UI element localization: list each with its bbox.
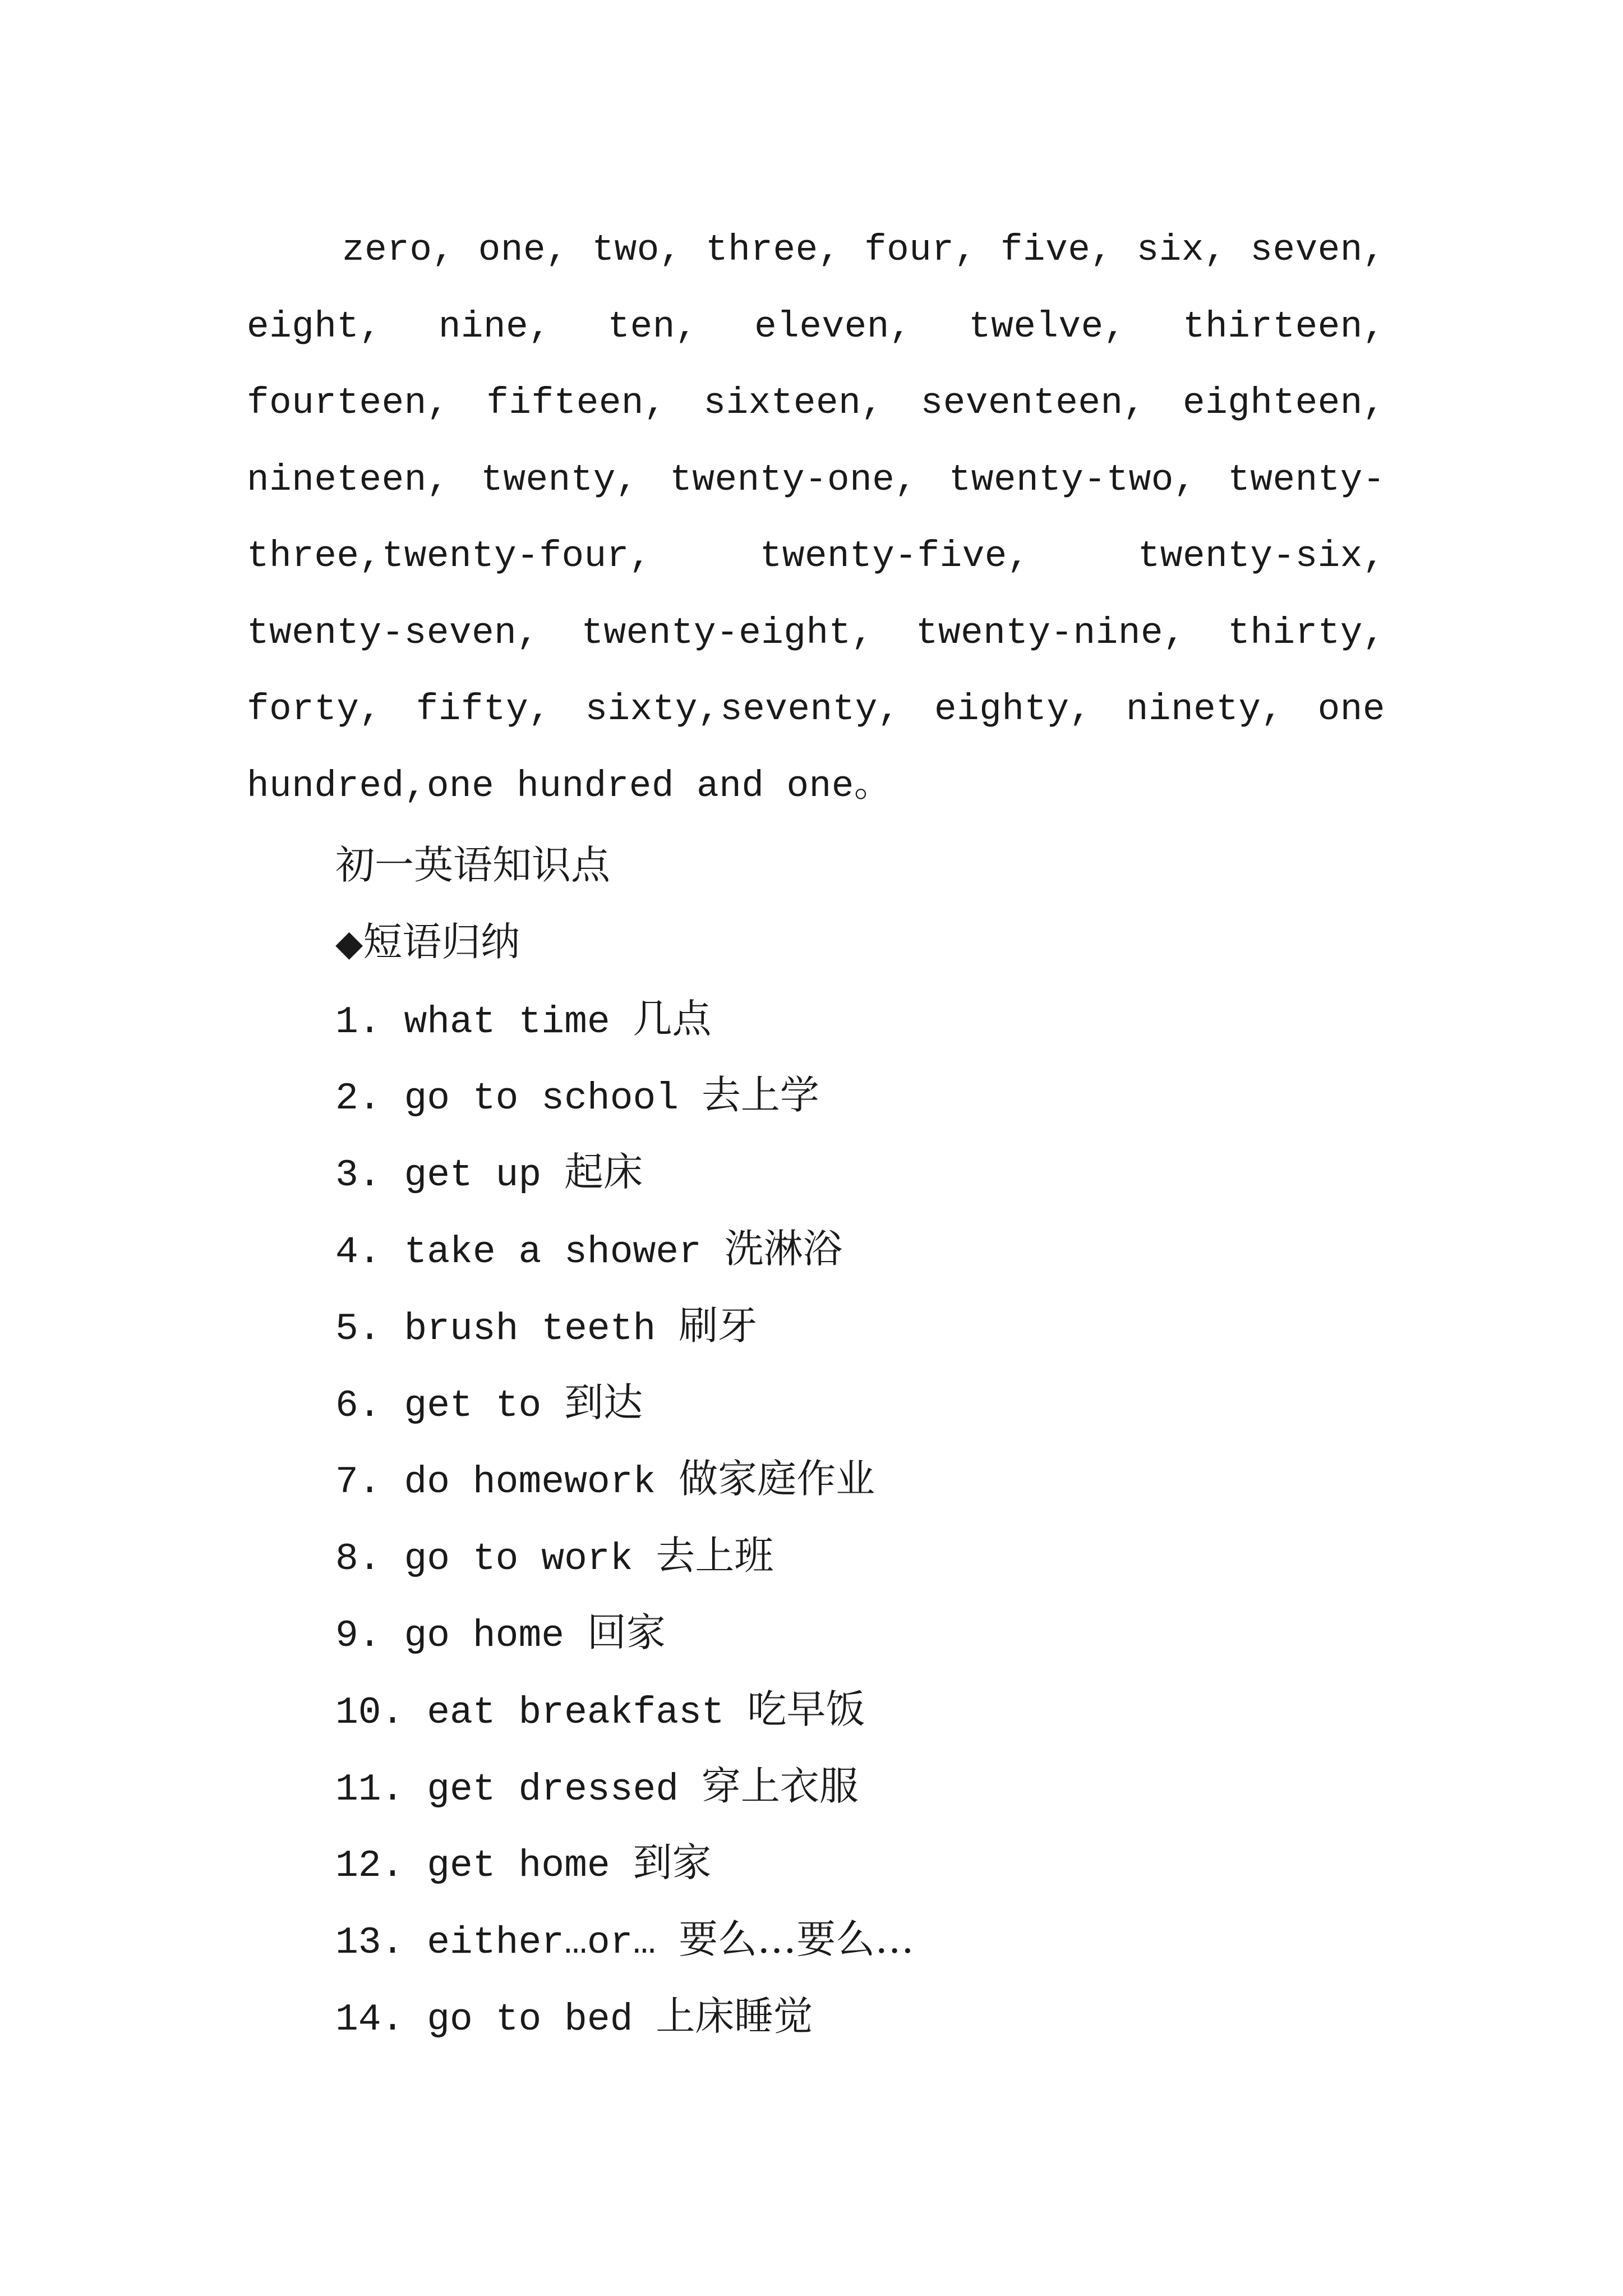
phrase-item [335, 1211, 1401, 1287]
section-title-text: 初一英语知识点 [335, 842, 610, 888]
phrase-chinese: 去上学 [701, 1072, 819, 1119]
phrase-chinese: 起床 [564, 1149, 643, 1195]
phrase-number: 4. [335, 1230, 381, 1274]
phrase-number: 12. [335, 1844, 404, 1888]
phrase-english: do homework [404, 1461, 656, 1504]
phrase-english: go to bed [427, 1998, 633, 2041]
phrase-english: get home [427, 1844, 610, 1888]
knowledge-section [335, 827, 1401, 2055]
phrase-english: get to [404, 1384, 542, 1428]
phrase-number: 5. [335, 1307, 381, 1351]
phrase-english: brush teeth [404, 1307, 656, 1351]
phrase-item [335, 1441, 1401, 1517]
phrase-english: either…or… [427, 1921, 656, 1965]
phrase-chinese: 要么…要么… [679, 1916, 915, 1963]
phrase-item [335, 1057, 1401, 1134]
phrases-heading-text: 短语归纳 [363, 918, 520, 965]
phrase-english: get up [404, 1154, 542, 1198]
phrase-item [335, 1978, 1401, 2055]
phrase-item [335, 1287, 1401, 1364]
phrase-chinese: 几点 [633, 995, 712, 1042]
phrase-list [335, 981, 1401, 2055]
phrase-chinese: 到家 [633, 1839, 712, 1886]
phrase-item [335, 1671, 1401, 1748]
phrase-item [335, 1134, 1401, 1211]
phrase-item [335, 981, 1401, 1057]
section-title [335, 827, 1401, 904]
phrase-chinese: 去上班 [656, 1533, 774, 1579]
phrase-item [335, 1824, 1401, 1901]
phrase-item [335, 1517, 1401, 1594]
phrase-number: 1. [335, 1000, 381, 1044]
phrase-english: go to work [404, 1538, 633, 1581]
phrase-number: 14. [335, 1998, 404, 2041]
phrases-heading [335, 904, 1401, 981]
phrase-chinese: 回家 [587, 1609, 666, 1655]
phrase-chinese: 吃早饭 [747, 1686, 865, 1732]
phrase-chinese: 做家庭作业 [679, 1456, 875, 1502]
phrase-number: 13. [335, 1921, 404, 1965]
phrase-number: 3. [335, 1154, 381, 1198]
phrase-item [335, 1594, 1401, 1671]
phrase-chinese: 上床睡觉 [656, 1993, 813, 2039]
phrase-number: 11. [335, 1768, 404, 1811]
phrase-number: 8. [335, 1538, 381, 1581]
numbers-paragraph: zero, one, two, three, four, five, six, seven, eight, nine, ten, eleven, twelve, thirteen, fourteen, fifteen, sixteen, seventeen, eighteen, nineteen, twenty, twenty-one, twenty-two, twenty-three,twenty-four, twenty-five, twenty-six, twenty-seven, twenty-eight, twenty-nine, thirty, forty, fifty, sixty,seventy, eighty, ninety, one hundred,one hundred and one。 [247, 229, 1385, 807]
phrase-chinese: 刷牙 [679, 1302, 758, 1349]
phrase-english: eat breakfast [427, 1691, 725, 1734]
phrase-english: take a shower [404, 1230, 702, 1274]
phrase-number: 6. [335, 1384, 381, 1428]
phrase-english: get dressed [427, 1768, 679, 1811]
phrase-chinese: 到达 [564, 1379, 643, 1425]
phrase-number: 9. [335, 1614, 381, 1658]
diamond-bullet-icon: ◆ [335, 922, 363, 964]
phrase-number: 7. [335, 1461, 381, 1504]
phrase-number: 2. [335, 1077, 381, 1121]
phrase-english: go to school [404, 1077, 679, 1121]
phrase-chinese: 穿上衣服 [701, 1763, 859, 1809]
phrase-item [335, 1901, 1401, 1978]
phrase-item [335, 1748, 1401, 1825]
phrase-number: 10. [335, 1691, 404, 1734]
phrase-chinese: 洗淋浴 [724, 1225, 842, 1272]
phrase-english: go home [404, 1614, 565, 1658]
phrase-item [335, 1364, 1401, 1441]
phrase-english: what time [404, 1000, 610, 1044]
